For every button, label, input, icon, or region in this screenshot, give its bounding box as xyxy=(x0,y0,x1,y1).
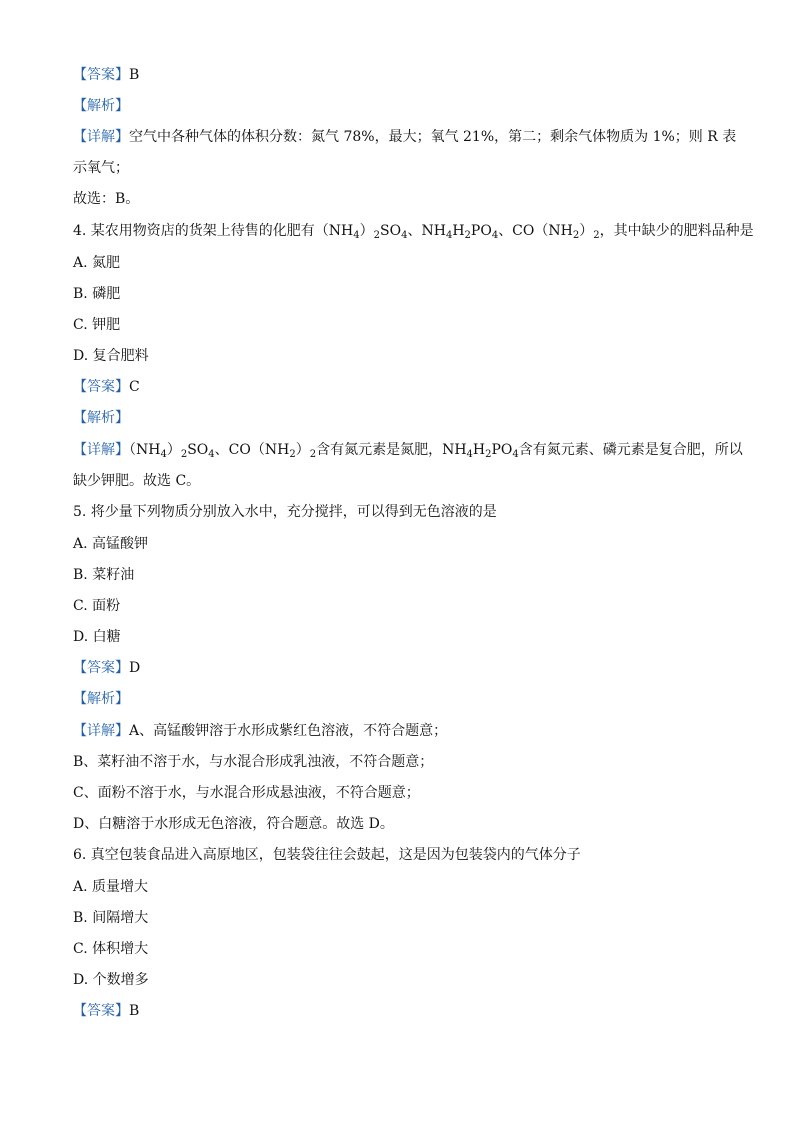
detail-text: A、高锰酸钾溶于水形成紫红色溶液，不符合题意； xyxy=(129,723,448,739)
option-c: C. 面粉 xyxy=(73,598,121,614)
detail-text: 空气中各种气体的体积分数：氮气 78%，最大；氧气 21%，第二；剩余气体物质为 1%；则 R 表 xyxy=(129,129,737,145)
answer-tag: 【答案】 xyxy=(73,1003,129,1019)
answer-value: D xyxy=(129,660,141,676)
detail-tag: 【详解】 xyxy=(73,129,129,145)
detail-tag: 【详解】 xyxy=(73,723,129,739)
answer-value: C xyxy=(129,379,140,395)
analysis-tag: 【解析】 xyxy=(73,98,129,114)
question-6: 6. 真空包装食品进入高原地区，包装袋往往会鼓起，这是因为包装袋内的气体分子 xyxy=(73,847,581,863)
option-d: D. 个数增多 xyxy=(73,972,149,988)
option-c: C. 钾肥 xyxy=(73,317,121,333)
option-a: A. 高锰酸钾 xyxy=(73,536,149,552)
detail-line xyxy=(73,721,734,741)
detail-tag: 【详解】 xyxy=(73,442,129,458)
option-b: B. 间隔增大 xyxy=(73,910,149,926)
option-d: D. 白糖 xyxy=(73,629,121,645)
answer-value: B xyxy=(129,67,140,83)
option-c: C. 体积增大 xyxy=(73,941,149,957)
detail-line: 【详解】$(NH_4)_2SO_4$、$CO(NH_2)_2$含有氮元素是氮肥，$NH_4H_2PO_4$含有氮元素、磷元素是复合肥，所以 xyxy=(73,442,743,460)
answer-line xyxy=(73,658,734,678)
question-5: 5. 将少量下列物质分别放入水中，充分搅拌，可以得到无色溶液的是 xyxy=(73,504,497,520)
answer-line xyxy=(73,65,734,85)
analysis-tag: 【解析】 xyxy=(73,410,129,426)
detail-line xyxy=(73,127,737,147)
answer-line xyxy=(73,1001,734,1021)
analysis-tag: 【解析】 xyxy=(73,691,129,707)
answer-tag: 【答案】 xyxy=(73,379,129,395)
option-b: B. 磷肥 xyxy=(73,286,121,302)
analysis-line xyxy=(73,96,734,116)
analysis-line xyxy=(73,689,734,709)
detail-continuation: 缺少钾肥。故选 C。 xyxy=(73,473,201,489)
detail-line-b: B、菜籽油不溶于水，与水混合形成乳浊液，不符合题意； xyxy=(73,754,434,770)
answer-tag: 【答案】 xyxy=(73,660,129,676)
detail-line-d: D、白糖溶于水形成无色溶液，符合题意。故选 D。 xyxy=(73,816,394,832)
option-d: D. 复合肥料 xyxy=(73,348,149,364)
detail-line-c: C、面粉不溶于水，与水混合形成悬浊液，不符合题意； xyxy=(73,785,420,801)
option-a: A. 质量增大 xyxy=(73,879,149,895)
question-4: 4. 某农用物资店的货架上待售的化肥有$(NH_4)_2SO_4$、$NH_4H_2PO_4$、$CO(NH_2)_2$，其中缺少的肥料品种是 xyxy=(73,223,754,241)
analysis-line xyxy=(73,408,734,428)
answer-value: B xyxy=(129,1003,140,1019)
answer-line xyxy=(73,377,734,397)
choose-line: 故选：B。 xyxy=(73,191,140,207)
option-a: A. 氮肥 xyxy=(73,255,121,271)
answer-tag: 【答案】 xyxy=(73,67,129,83)
detail-continuation: 示氧气； xyxy=(73,160,129,176)
option-b: B. 菜籽油 xyxy=(73,567,135,583)
